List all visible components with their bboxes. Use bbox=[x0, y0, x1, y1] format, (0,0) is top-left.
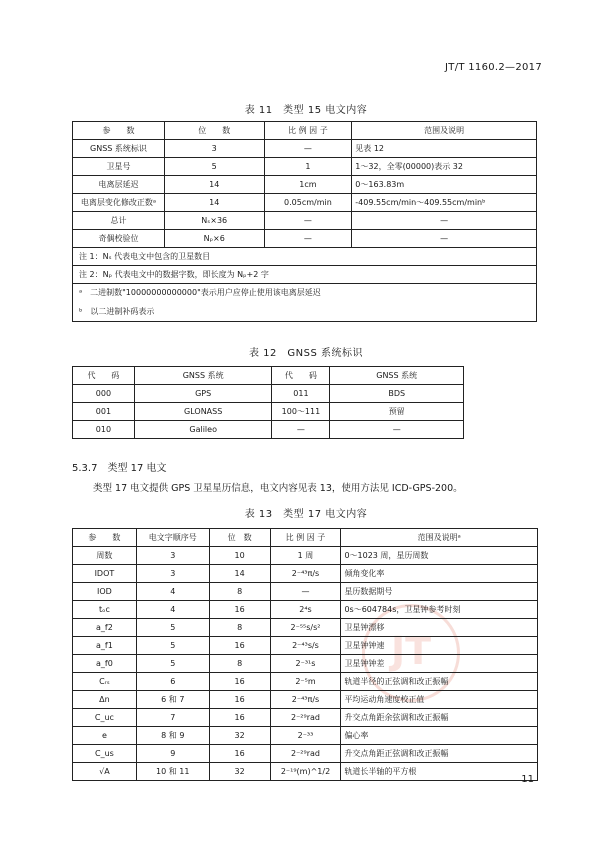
table-cell: 010 bbox=[73, 421, 135, 439]
table-footnote: ᵃ 二进制数"10000000000000"表示用户应停止使用该电离层延迟 bbox=[73, 284, 537, 302]
table-cell: 0.05cm/min bbox=[264, 194, 352, 212]
table-cell: 见表 12 bbox=[352, 140, 537, 158]
table-cell: a_f0 bbox=[73, 655, 137, 673]
document-header: JT/T 1160.2—2017 bbox=[445, 62, 542, 73]
table11-note-row bbox=[73, 266, 537, 284]
table-cell: 预留 bbox=[330, 403, 464, 421]
table-row bbox=[73, 421, 464, 439]
table-cell: 倾角变化率 bbox=[341, 565, 538, 583]
table-cell: 011 bbox=[272, 385, 330, 403]
table-row bbox=[73, 637, 538, 655]
table-cell: 16 bbox=[209, 637, 270, 655]
table-cell: 3 bbox=[164, 140, 264, 158]
table12-header: 代 码 bbox=[73, 367, 135, 385]
table-cell: 14 bbox=[164, 176, 264, 194]
table-cell: 7 bbox=[136, 709, 209, 727]
table-cell: C_us bbox=[73, 745, 137, 763]
table13-caption: 表 13 类型 17 电文内容 bbox=[244, 509, 368, 520]
table-cell: 5 bbox=[136, 655, 209, 673]
table-cell: 9 bbox=[136, 745, 209, 763]
table-cell: 3 bbox=[136, 547, 209, 565]
table-cell: 14 bbox=[164, 194, 264, 212]
table-cell: 4 bbox=[136, 583, 209, 601]
table12 bbox=[72, 366, 464, 439]
table-cell: 2⁻²⁹rad bbox=[270, 709, 341, 727]
table-cell: Nₚ×6 bbox=[164, 230, 264, 248]
table13-header: 电文字顺序号 bbox=[136, 529, 209, 547]
table-row bbox=[73, 727, 538, 745]
table-cell: 2⁻³¹s bbox=[270, 655, 341, 673]
section-paragraph: 类型 17 电文提供 GPS 卫星星历信息，电文内容见表 13，使用方法见 ICD-GPS-200。 bbox=[93, 483, 463, 494]
table-cell: e bbox=[73, 727, 137, 745]
table13-header-row bbox=[73, 529, 538, 547]
stamp-text: JT bbox=[390, 629, 432, 673]
table-cell: 卫星号 bbox=[73, 158, 165, 176]
table11 bbox=[72, 121, 537, 322]
table13-header: 位 数 bbox=[209, 529, 270, 547]
table12-header: 代 码 bbox=[272, 367, 330, 385]
table-cell: 3 bbox=[136, 565, 209, 583]
table12-header-row bbox=[73, 367, 464, 385]
table11-footnote-row bbox=[73, 301, 537, 322]
table-cell: a_f1 bbox=[73, 637, 137, 655]
table-cell: 卫星钟漂移 bbox=[341, 619, 538, 637]
table11-header: 比 例 因 子 bbox=[264, 122, 352, 140]
table-cell: -409.55cm/min～409.55cm/minᵇ bbox=[352, 194, 537, 212]
table-row bbox=[73, 709, 538, 727]
table11-header-row bbox=[73, 122, 537, 140]
table-cell: 16 bbox=[209, 745, 270, 763]
table-cell: 电离层延迟 bbox=[73, 176, 165, 194]
table-cell: 1～32，全零(00000)表示 32 bbox=[352, 158, 537, 176]
table-cell: 5 bbox=[136, 637, 209, 655]
table-cell: 8 bbox=[209, 655, 270, 673]
table13-header: 比 例 因 子 bbox=[270, 529, 341, 547]
table-cell: BDS bbox=[330, 385, 464, 403]
table-cell: 升交点角距正弦调和改正振幅 bbox=[341, 745, 538, 763]
table-row bbox=[73, 583, 538, 601]
table-cell: 1cm bbox=[264, 176, 352, 194]
table-row bbox=[73, 230, 537, 248]
table-cell: 32 bbox=[209, 727, 270, 745]
table-cell: 6 bbox=[136, 673, 209, 691]
table-row bbox=[73, 691, 538, 709]
table11-footnote-row bbox=[73, 284, 537, 302]
table-row bbox=[73, 673, 538, 691]
table-cell: 5 bbox=[136, 619, 209, 637]
table-cell: 4 bbox=[136, 601, 209, 619]
table12-caption: 表 12 GNSS 系统标识 bbox=[248, 348, 363, 359]
table-row bbox=[73, 194, 537, 212]
table-cell: 1 bbox=[264, 158, 352, 176]
table-cell: — bbox=[264, 230, 352, 248]
table11-header: 参 数 bbox=[73, 122, 165, 140]
table-row bbox=[73, 655, 538, 673]
table-cell: 16 bbox=[209, 691, 270, 709]
table-cell: 8 bbox=[209, 583, 270, 601]
table-cell: 32 bbox=[209, 763, 270, 781]
table-cell: 0s～604784s，卫星钟参考时刻 bbox=[341, 601, 538, 619]
table-cell: 2⁴s bbox=[270, 601, 341, 619]
table-cell: 16 bbox=[209, 601, 270, 619]
table-note: 注 2：Nₚ 代表电文中的数据字数，即长度为 Nₚ+2 字 bbox=[73, 266, 537, 284]
table-cell: IOD bbox=[73, 583, 137, 601]
table-row bbox=[73, 619, 538, 637]
table-cell: — bbox=[352, 212, 537, 230]
table-row bbox=[73, 403, 464, 421]
table-cell: 2⁻⁴³π/s bbox=[270, 691, 341, 709]
table-row bbox=[73, 745, 538, 763]
page-number: 11 bbox=[521, 774, 534, 785]
table-cell: 0～163.83m bbox=[352, 176, 537, 194]
table-cell: 偏心率 bbox=[341, 727, 538, 745]
table-row bbox=[73, 601, 538, 619]
table-cell: 10 bbox=[209, 547, 270, 565]
table-cell: 2⁻²⁹rad bbox=[270, 745, 341, 763]
table-cell: C_uc bbox=[73, 709, 137, 727]
table-cell: 平均运动角速度校正值 bbox=[341, 691, 538, 709]
table-row bbox=[73, 565, 538, 583]
table-cell: GNSS 系统标识 bbox=[73, 140, 165, 158]
table11-caption: 表 11 类型 15 电文内容 bbox=[244, 105, 368, 116]
table-row bbox=[73, 176, 537, 194]
table-cell: 6 和 7 bbox=[136, 691, 209, 709]
table-cell: — bbox=[270, 583, 341, 601]
table-cell: √A bbox=[73, 763, 137, 781]
table-cell: Galileo bbox=[134, 421, 272, 439]
table-cell: 轨道长半轴的平方根 bbox=[341, 763, 538, 781]
table-cell: 000 bbox=[73, 385, 135, 403]
table-cell: 升交点角距余弦调和改正振幅 bbox=[341, 709, 538, 727]
table-cell: IDOT bbox=[73, 565, 137, 583]
table-cell: 电离层变化修改正数ᵃ bbox=[73, 194, 165, 212]
table-cell: a_f2 bbox=[73, 619, 137, 637]
table-cell: 奇偶校验位 bbox=[73, 230, 165, 248]
table-row bbox=[73, 158, 537, 176]
table-cell: 16 bbox=[209, 673, 270, 691]
table-cell: 14 bbox=[209, 565, 270, 583]
table-cell: — bbox=[264, 140, 352, 158]
table-cell: — bbox=[264, 212, 352, 230]
table-row bbox=[73, 385, 464, 403]
table-row bbox=[73, 763, 538, 781]
table-cell: 16 bbox=[209, 709, 270, 727]
table-cell: tₒc bbox=[73, 601, 137, 619]
table-cell: — bbox=[330, 421, 464, 439]
table-cell: GPS bbox=[134, 385, 272, 403]
table11-note-row bbox=[73, 248, 537, 266]
table-row bbox=[73, 140, 537, 158]
table-cell: 8 bbox=[209, 619, 270, 637]
table-cell: GLONASS bbox=[134, 403, 272, 421]
table-cell: 100～111 bbox=[272, 403, 330, 421]
table-cell: 星历数据期号 bbox=[341, 583, 538, 601]
table-cell: 1 周 bbox=[270, 547, 341, 565]
table-cell: 2⁻⁵⁵s/s² bbox=[270, 619, 341, 637]
table-footnote: ᵇ 以二进制补码表示 bbox=[73, 301, 537, 322]
table-cell: 总计 bbox=[73, 212, 165, 230]
table-cell: Nₛ×36 bbox=[164, 212, 264, 230]
table13-header: 参 数 bbox=[73, 529, 137, 547]
table-cell: 卫星钟钟差 bbox=[341, 655, 538, 673]
table-cell: 周数 bbox=[73, 547, 137, 565]
table11-header: 范围及说明 bbox=[352, 122, 537, 140]
table-cell: — bbox=[352, 230, 537, 248]
table-cell: Cᵣₛ bbox=[73, 673, 137, 691]
table-cell: 2⁻¹⁹(m)^1/2 bbox=[270, 763, 341, 781]
table12-header: GNSS 系统 bbox=[134, 367, 272, 385]
table11-header: 位 数 bbox=[164, 122, 264, 140]
table-cell: 2⁻⁵m bbox=[270, 673, 341, 691]
table12-header: GNSS 系统 bbox=[330, 367, 464, 385]
table-cell: 5 bbox=[164, 158, 264, 176]
table-cell: 卫星钟钟速 bbox=[341, 637, 538, 655]
table-cell: 10 和 11 bbox=[136, 763, 209, 781]
table-cell: 8 和 9 bbox=[136, 727, 209, 745]
table-cell: 2⁻⁴³π/s bbox=[270, 565, 341, 583]
table-cell: 001 bbox=[73, 403, 135, 421]
table-cell: 轨道半径的正弦调和改正振幅 bbox=[341, 673, 538, 691]
table-note: 注 1：Nₛ 代表电文中包含的卫星数目 bbox=[73, 248, 537, 266]
table-cell: 2⁻³³ bbox=[270, 727, 341, 745]
table-cell: Δn bbox=[73, 691, 137, 709]
table-cell: 0～1023 周，星历周数 bbox=[341, 547, 538, 565]
table13 bbox=[72, 528, 538, 781]
table13-header: 范围及说明ᵃ bbox=[341, 529, 538, 547]
table-cell: 2⁻⁴³s/s bbox=[270, 637, 341, 655]
table-cell: — bbox=[272, 421, 330, 439]
table-row bbox=[73, 547, 538, 565]
section-heading: 5.3.7 类型 17 电文 bbox=[72, 463, 167, 474]
table-row bbox=[73, 212, 537, 230]
